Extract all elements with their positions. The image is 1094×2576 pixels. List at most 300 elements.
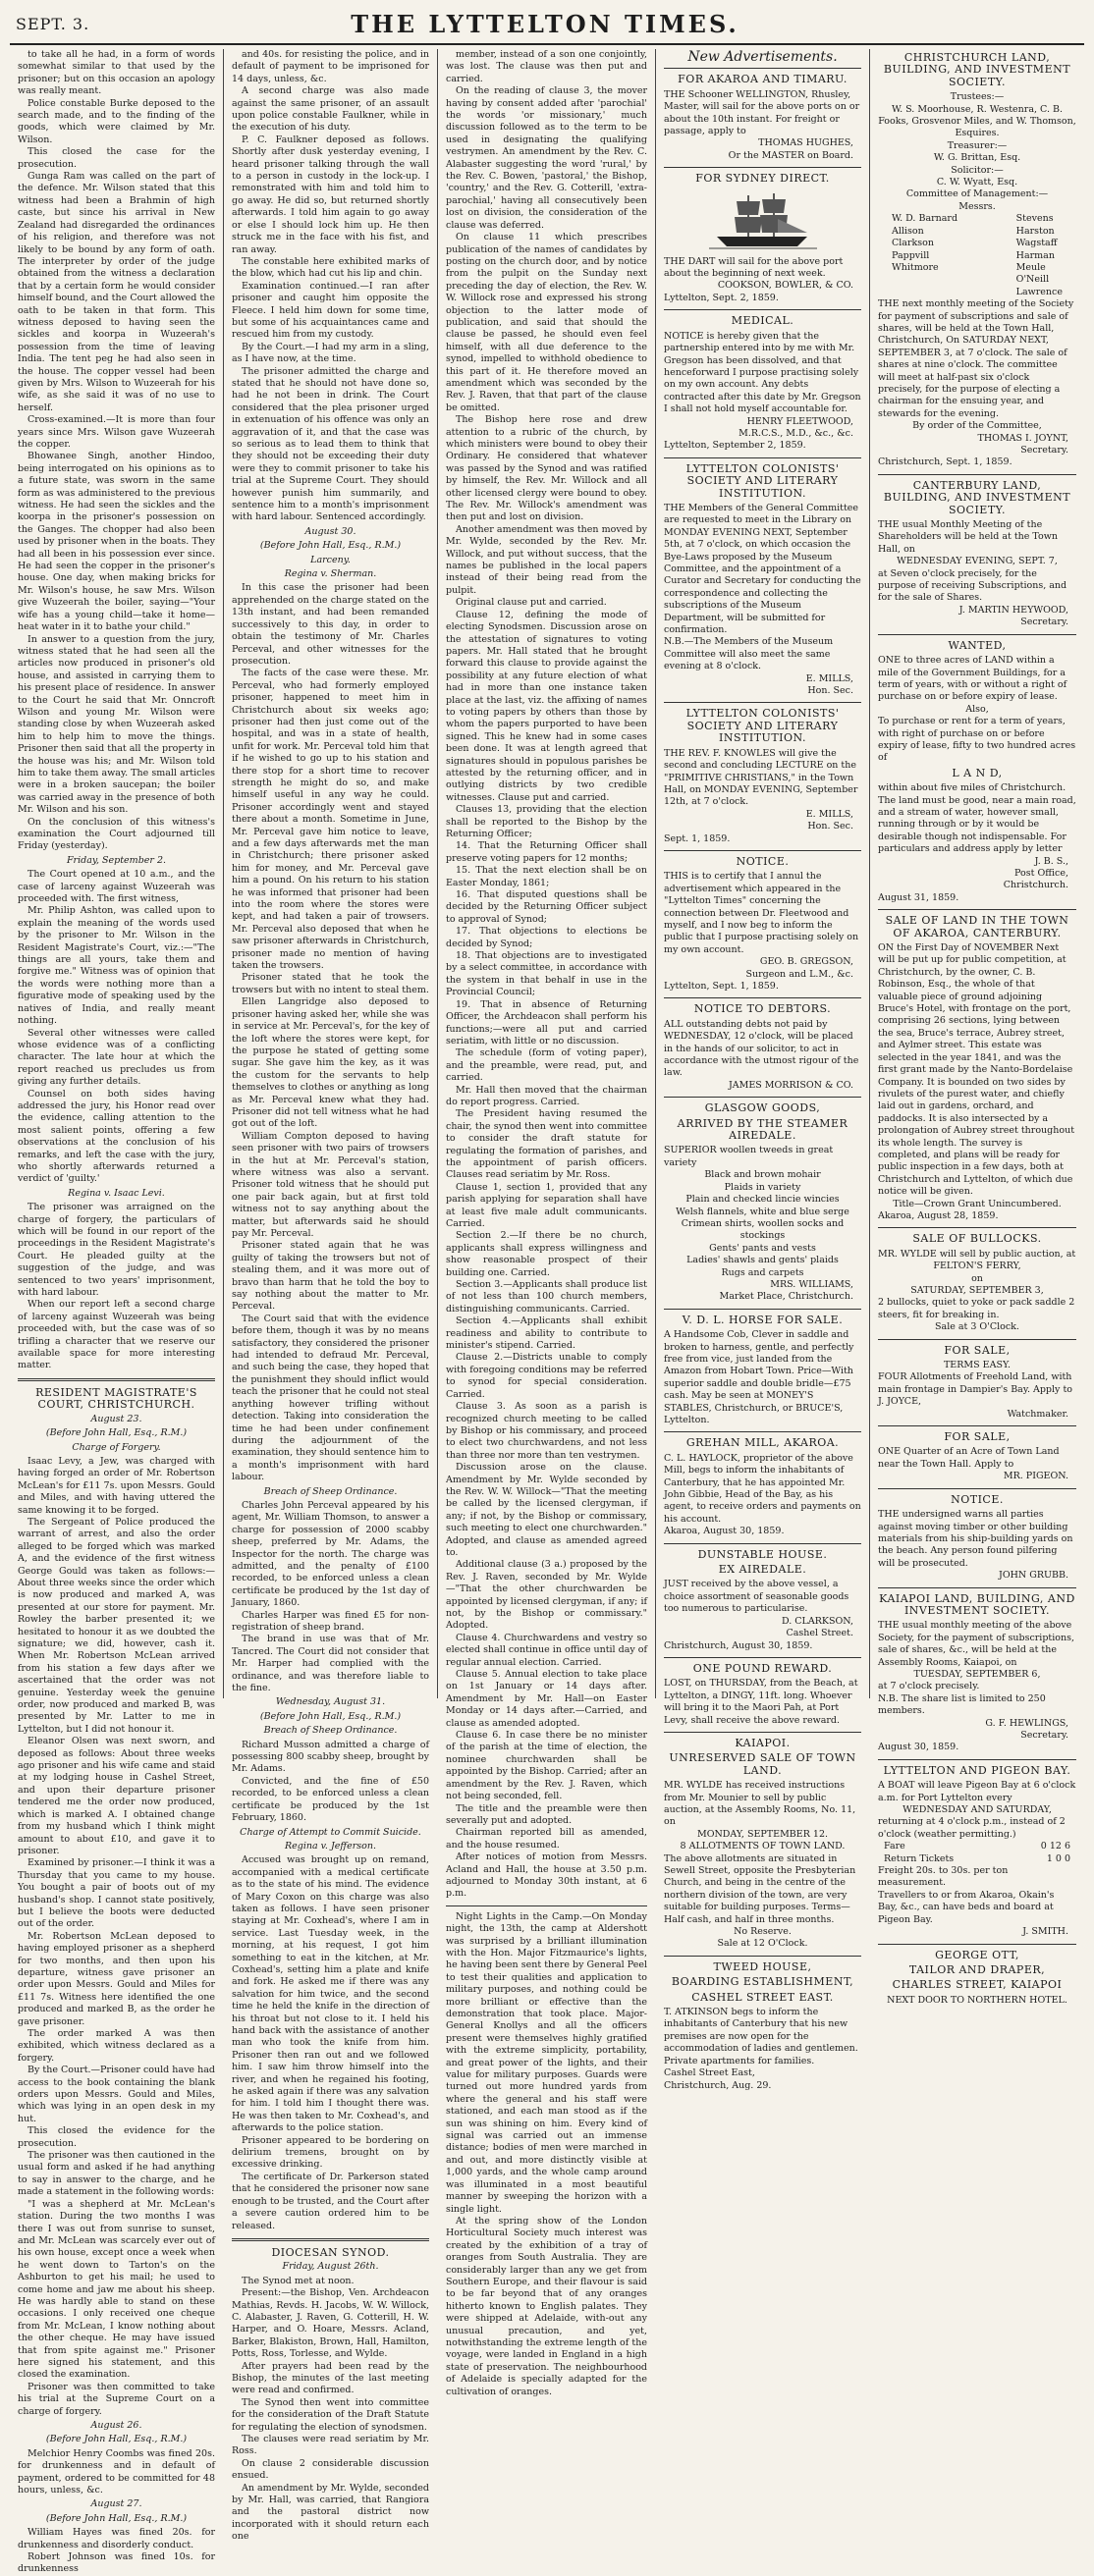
rm-court-before: (Before John Hall, Esq., R.M.) xyxy=(45,1427,188,1439)
return-value: 1 0 0 xyxy=(1046,1852,1070,1864)
col2-body-2 xyxy=(232,582,429,1483)
paragraph: The prisoner was arraigned on the charge of forgery, the particulars of which will be found in our report of the proceedings in the Resident Magistrate's Court. He pleaded guilty at the suggestion of the judge, and was sentenced to two years' imprisonment, with hard labour. xyxy=(18,1202,215,1299)
list-item: Allison xyxy=(892,225,924,237)
messrs-label: Messrs. xyxy=(958,200,996,212)
list-item: Black and brown mohair xyxy=(704,1169,821,1181)
ad-sale-land-akaroa xyxy=(878,915,1076,1222)
ad-signature: J. B. S., xyxy=(1034,855,1068,867)
paragraph: On clause 2 considerable discussion ensued. xyxy=(232,2457,429,2482)
ad-date: Christchurch, Sept. 1, 1859. xyxy=(878,456,1012,468)
ad-signature: Hon. Sec. xyxy=(807,685,853,697)
ad-title: NOTICE TO DEBTORS. xyxy=(693,1002,832,1016)
ad-body: 2 bullocks, quiet to yoke or pack saddle 2 steers, fit for breaking in. xyxy=(878,1297,1075,1320)
ad-subtitle: UNRESERVED SALE OF TOWN LAND. xyxy=(669,1751,856,1777)
ad-date: TUESDAY, SEPTEMBER 6, xyxy=(913,1668,1041,1680)
paragraph: and 40s. for resisting the police, and in default of payment to be imprisoned for 14 days, unless, &c. xyxy=(232,49,429,84)
issue-date: SEPT. 3. xyxy=(16,14,90,33)
list-item: Gents' pants and vests xyxy=(709,1242,816,1254)
ad-signature: Or the MASTER on Board. xyxy=(728,149,853,161)
section-divider xyxy=(232,2238,429,2241)
column-1 xyxy=(10,49,224,2575)
ad-note: Title—Crown Grant Unincumbered. xyxy=(893,1198,1062,1209)
ad-signature: D. CLARKSON, xyxy=(781,1615,853,1627)
court-report-body-2 xyxy=(18,869,215,1186)
paragraph: Isaac Levy, a Jew, was charged with having forged an order of Mr. Robertson McLean's for £11 7s. upon Messrs. Gould and Miles, and with having uttered the same knowing it to be forged. xyxy=(18,1455,215,1516)
ad-body: NOTICE is hereby given that the partnership entered into by me with Mr. Gregson has been dissolved, and that henceforward I purpose practising solely on my own account. Any debts contracted after this date by Mr. Gregson I shall not hold myself accountable for. xyxy=(664,330,861,415)
ad-signature: THOMAS I. JOYNT, xyxy=(977,432,1068,444)
paragraph: By the Court.—I had my arm in a sling, as I have now, at the time. xyxy=(232,341,429,365)
attempt-heading: Charge of Attempt to Commit Suicide. xyxy=(240,1826,421,1838)
regina-sherman-heading: Regina v. Sherman. xyxy=(284,568,377,580)
ad-date: Christchurch, Aug. 29. xyxy=(664,2079,772,2091)
ad-note: TERMS EASY. xyxy=(943,1360,1012,1371)
ad-note: By order of the Committee, xyxy=(912,420,1042,432)
aug30-heading: August 30. xyxy=(304,525,356,537)
ad-signature: MR. PIGEON. xyxy=(1003,1471,1068,1482)
ad-horse-for-sale xyxy=(664,1315,861,1427)
paragraph: The title and the preamble were then severally put and adopted. xyxy=(446,1802,647,1826)
rm-court-body xyxy=(18,1456,215,2418)
paragraph: Eleanor Olsen was next sworn, and deposed as follows: About three weeks ago prisoner and his wife came and staid at my lodging house in Cashel Street, and upon their departure prisoner tendered me the order now produced, which is marked A. I obtained change from my husband which I think might amount to about £10, and gave it to prisoner. xyxy=(18,1736,215,1856)
newspaper-page xyxy=(10,4,1084,2575)
ad-colonists-society-2 xyxy=(664,708,861,844)
ad-for-sale-dampiers-bay xyxy=(878,1345,1076,1421)
list-item: Harman xyxy=(1015,249,1055,261)
ad-signature: Watchmaker. xyxy=(1007,1408,1068,1420)
ad-title: FOR SYDNEY DIRECT. xyxy=(695,172,830,186)
list-item: Pappvill xyxy=(892,249,930,261)
paragraph: Richard Musson admitted a charge of possessing 800 scabby sheep, brought by Mr. Adams. xyxy=(232,1739,429,1775)
ad-note: at 7 o'clock precisely. xyxy=(878,1681,980,1692)
ad-body: returning at 4 o'clock p.m., instead of 2 o'clock (weather permitting.) xyxy=(878,1816,1066,1840)
paragraph: 17. That objections to elections be decided by Synod; xyxy=(446,926,647,949)
paragraph: 19. That in absence of Returning Officer, the Archdeacon shall perform his functions;—were all put and carried seriatim, with little or no discussion. xyxy=(446,998,647,1046)
ad-date: Lyttelton, Sept. 1, 1859. xyxy=(664,981,779,992)
paragraph: The clauses were read seriatim by Mr. Ross. xyxy=(232,2434,429,2457)
ad-signature: Cashel Street. xyxy=(786,1628,853,1639)
ad-note: N.B. The share list is limited to 250 members. xyxy=(878,1692,1046,1717)
ad-title: NOTICE. xyxy=(736,854,790,868)
paragraph: The prisoner was then cautioned in the usual form and asked if he had anything to say in answer to the charge, and he made a statement in the following words: xyxy=(18,2150,215,2198)
paragraph: The President having resumed the chair, the synod then went into committee to consider the draft statute for regulating the formation of parishes, and the appointment of parish officers. Clauses read seriatim by Mr. Ross. xyxy=(446,1108,647,1181)
list-item: Lawrence xyxy=(1015,286,1063,297)
oranges-article: At the spring show of the London Horticultural Society much interest was created by the exhibition of a tray of oranges from South Australia. They are considerably larger than any we get from Southern Europe, and their flavour is said to be far beyond that of any oranges hitherto known to English palates. They were shipped at Adelaide, with-out any unusual precaution, and yet, notwithstanding the extreme length of the voyage, were landed in England in a high state of preservation. The neighbourhood of Adelaide is specially adapted for the cultivation of oranges. xyxy=(446,2215,647,2397)
paragraph: William Compton deposed to having seen prisoner with two pairs of trowsers in the hut at Mr. Perceval's station, where witness was also a servant. Prisoner told witness that he should put one pair back again, but at first told witness not to say anything about the matter, but afterwards said he should pay Mr. Perceval. xyxy=(232,1130,429,1239)
trustees-list: W. S. Moorhouse, R. Westenra, C. B. Fooks, Grosvenor Miles, and W. Thomson, Esquires. xyxy=(878,103,1076,139)
list-item: Plaids in variety xyxy=(724,1181,801,1193)
ad-george-ott xyxy=(878,1950,1076,2008)
ad-title: CANTERBURY LAND, BUILDING, AND INVESTMENT SOCIETY. xyxy=(883,478,1071,516)
ad-body: JUST received by the above vessel, a choice assortment of seasonable goods too numerous to particularise. xyxy=(664,1579,849,1615)
paragraph: Ellen Langridge also deposed to prisoner having asked her, while she was in service at Mr. Perceval's, for the key of the loft where the stores were kept, for the purpose he stated of getting some sugar. She gave him the key, as it was the custom for the servants to help themselves to clothes or anything as long as Mr. Perceval knew what they had. Prisoner did not tell witness what he had got out of the loft. xyxy=(232,996,429,1130)
paragraph: Charles Harper was fined £5 for non-registration of sheep brand. xyxy=(232,1609,429,1633)
solicitor-name: C. W. Wyatt, Esq. xyxy=(936,177,1018,188)
ad-signature: Surgeon and L.M., &c. xyxy=(745,968,853,980)
fare-value: 0 12 6 xyxy=(1040,1841,1070,1852)
treasurer-heading: Treasurer:— xyxy=(947,139,1008,151)
ad-signature: GEO. B. GREGSON, xyxy=(759,956,853,968)
ad-body: A BOAT will leave Pigeon Bay at 6 o'clock a.m. for Port Lyttelton every xyxy=(878,1780,1076,1803)
newspaper-title: THE LYTTELTON TIMES. xyxy=(351,9,739,38)
col1-tail: Robert Johnson was fined 10s. for drunkenness xyxy=(18,2551,215,2575)
ad-signature: Cashel Street East, xyxy=(664,2067,755,2079)
regina-jefferson-heading: Regina v. Jefferson. xyxy=(284,1840,377,1852)
paragraph: Additional clause (3 a.) proposed by the Rev. J. Raven, seconded by Mr. Wylde—"That the other churchwarden be appointed by licensed clergyman, if any; if not, by the Bishop or commissary." Adopted. xyxy=(446,1559,647,1632)
aug27-heading: August 27. xyxy=(90,2498,142,2510)
ad-title: MEDICAL. xyxy=(731,314,794,328)
ad-date: WEDNESDAY AND SATURDAY, xyxy=(903,1804,1052,1816)
ad-note: Travellers to or from Akaroa, Okain's Bay, &c., can have beds and board at Pigeon Bay. xyxy=(878,1889,1055,1925)
new-advertisements-header: New Advertisements. xyxy=(687,49,838,65)
ad-note: Sale at 12 O'Clock. xyxy=(717,1938,808,1950)
list-item: Harston xyxy=(1015,225,1055,237)
paragraph: Another amendment was then moved by Mr. Wylde, seconded by the Rev. Mr. Willock, and put without success, that the names be published in the local papers instead of their being read from the pulpit. xyxy=(446,523,647,596)
committee-members xyxy=(878,213,1076,298)
ad-title: GEORGE OTT, xyxy=(935,1948,1019,1961)
paragraph: On the conclusion of this witness's examination the Court adjourned till Friday (yesterday). xyxy=(18,816,215,852)
ad-body: THE REV. F. KNOWLES will give the second and concluding LECTURE on the "PRIMITIVE CHRISTIANS," in the Town Hall, on MONDAY EVENING, September 12th, at 7 o'clock. xyxy=(664,747,858,808)
ad-title: SALE OF BULLOCKS. xyxy=(912,1232,1042,1246)
paragraph: 18. That objections are to investigated by a select committee, in accordance with the system in that behalf in use in the Provincial Council; xyxy=(446,950,647,998)
paragraph: "I was a shepherd at Mr. McLean's station. During the two months I was there I was out from sunrise to sunset, and Mr. McLean was scarcely ever out of his own house, except once a week when he went down to Tarton's on the Ashburton to get his mail; he used to come home and jaw me about his sheep. He was hardly able to stand on these occasions. I only received one cheque from Mr. McLean, I know nothing about the other cheque. He may have issued that from spite against me." Prisoner here signed his statement, and this closed the examination. xyxy=(18,2198,215,2381)
ad-place: FELTON'S FERRY, xyxy=(933,1261,1021,1272)
paragraph: Prisoner appeared to be bordering on delirium tremens, brought on by excessive drinking. xyxy=(232,2134,429,2171)
paragraph: The certificate of Dr. Parkerson stated that he considered the prisoner now sane enough to be trusted, and the Court after a severe caution ordered him to be released. xyxy=(232,2171,429,2231)
divider xyxy=(446,1905,647,1906)
ad-notice-debtors xyxy=(664,1003,861,1092)
paragraph: 14. That the Returning Officer shall preserve voting papers for 12 months; xyxy=(446,840,647,864)
paragraph: On the reading of clause 3, the mover having by consent added after 'parochial' the words 'or missionary,' much discussion followed as to the term to be used in designating the qualifying vestrymen. An amendment by the Rev. C. Alabaster suggesting the word 'rural,' by the Rev. C. Bowen, 'pastoral,' the Bishop, 'country,' and the Rev. G. Cotterill, 'extra-parochial,' having all consecutively been lost on division, the consideration of the clause was deferred. xyxy=(446,85,647,231)
ad-sydney xyxy=(664,173,861,304)
larceny-heading: Larceny. xyxy=(310,554,351,565)
paragraph: Section 4.—Applicants shall exhibit readiness and ability to contribute to minister's stipend. Carried. xyxy=(446,1315,647,1352)
paragraph: Prisoner stated that he took the trowsers but with no intent to steal them. xyxy=(232,972,429,995)
ad-signature: M.R.C.S., M.D., &c., &c. xyxy=(738,427,853,439)
column-5 xyxy=(870,49,1084,2006)
column-4 xyxy=(656,49,870,2091)
ad-kaiapoi-town-land xyxy=(664,1738,861,1951)
paragraph: P. C. Faulkner deposed as follows. Shortly after dusk yesterday evening, I heard prisoner talking through the wall to a person in custody in the lock-up. I remonstrated with him and told him to go away. He did so, but returned shortly afterwards. I told him again to go away or else I should lock him up. He then struck me in the face with his fist, and ran away. xyxy=(232,134,429,255)
ad-akaroa-timaru xyxy=(664,74,861,162)
paragraph: Clause 12, defining the mode of electing Synodsmen. Discussion arose on the attestation of signatures to voting papers. Mr. Hall stated that he brought forward this clause to provide against the possibility at any future election of what had in more than one instance taken place at the last, viz. the affixing of names to voting papers by others than those by whom the papers purported to have been signed. This he knew had in some cases been done. It was at length agreed that signatures should in populous parishes be attested by the returning officer, and in outlying districts by two credible witnesses. Clause put and carried. xyxy=(446,609,647,803)
ad-body: To purchase or rent for a term of years, with right of purchase on or before expiry of lease, fifty to two hundred acres of xyxy=(878,716,1076,764)
ad-title: NOTICE. xyxy=(951,1492,1004,1506)
ad-body: MR. WYLDE has received instructions from Mr. Mounier to sell by public auction, at the Assembly Rooms, No. 11, on xyxy=(664,1780,856,1828)
ad-signature: J. MARTIN HEYWOOD, xyxy=(958,604,1068,616)
ad-body: within about five miles of Christchurch. The land must be good, near a main road, and a stream of water, however small, running through or by it would be desirable though not indispensable. For particulars and address apply by letter xyxy=(878,782,1076,855)
ad-note: Sale at 3 O'Clock. xyxy=(935,1321,1019,1333)
ad-signature: Secretary. xyxy=(1020,1730,1068,1741)
aug31-heading: Wednesday, August 31. xyxy=(275,1696,386,1708)
ad-body: FOUR Allotments of Freehold Land, with main frontage in Dampier's Bay. Apply to J. JOYCE, xyxy=(878,1371,1072,1408)
ad-signature: Hon. Sec. xyxy=(807,821,853,832)
ad-body: THIS is to certify that I annul the advertisement which appeared in the "Lyttelton Times" concerning the connection between Dr. Fleetwood and myself, and I now beg to inform the public that I purpose practising solely on my own account. xyxy=(664,871,859,955)
paragraph: Prisoner was then committed to take his trial at the Supreme Court on a charge of forgery. xyxy=(18,2381,215,2417)
ad-title: LYTTELTON COLONISTS' SOCIETY AND LITERARY INSTITUTION. xyxy=(685,461,840,500)
synod-title: DIOCESAN SYNOD. xyxy=(271,2245,390,2259)
paragraph: Section 2.—If there be no church, applicants shall express willingness and show reasonable prospect of their building one. Carried. xyxy=(446,1230,647,1278)
aug27-text: William Hayes was fined 20s. for drunkenness and disorderly conduct. xyxy=(18,2527,215,2550)
ad-note: N.B.—The Members of the Museum Committee will also meet the same evening at 8 o'clock. xyxy=(664,636,834,672)
treasurer-name: W. G. Brittan, Esq. xyxy=(933,152,1021,164)
list-item: Whitmore xyxy=(892,261,939,273)
list-item: Plain and checked lincie wincies xyxy=(685,1194,840,1206)
ad-title: GLASGOW GOODS, xyxy=(704,1101,821,1115)
ad-title: TWEED HOUSE, xyxy=(713,1959,812,1973)
ad-body: THE undersigned warns all parties against moving timber or other building materials from his ship-building yards on the beach. Any person found pilfering will be prosecuted. xyxy=(878,1509,1073,1569)
list-item: Crimean shirts, woollen socks and stockings xyxy=(681,1217,845,1242)
ad-title: KAIAPOI LAND, BUILDING, AND INVESTMENT SOCIETY. xyxy=(879,1591,1075,1617)
aug26-text: Melchior Henry Coombs was fined 20s. for drunkenness and in default of payment, ordered to be committed for 48 hours, unless, &c. xyxy=(18,2447,215,2496)
ad-title: FOR SALE, xyxy=(944,1430,1011,1444)
ad-body: MR. WYLDE will sell by public auction, at xyxy=(878,1248,1076,1260)
col2-body-4 xyxy=(232,1740,429,1825)
paragraph: The order marked A was then exhibited, which witness declared as a forgery. xyxy=(18,2028,215,2064)
paragraph: Bhowanee Singh, another Hindoo, being interrogated on his opinions as to a future state, was sworn in the same form as was administered to the previous witness. He had seen the sickles and the koorpa in the prisoner's possession on the Ganges. The chopper had also been used by prisoner when in the boats. They had all been in his possession ever since. He had seen the copper in the prisoner's house. One day, when making bricks for Mr. Wilson's house, he saw Mrs. Wilson give Wuzeerah the boiler, saying—"Your wife has a young child—take it home—heat water in it to bathe your child." xyxy=(18,451,215,633)
ad-signature: Christchurch. xyxy=(1003,880,1068,891)
ad-body: at Seven o'clock precisely, for the purpose of receiving Subscriptions, and for the sale of Shares. xyxy=(878,567,1067,604)
ad-title: CHRISTCHURCH LAND, BUILDING, AND INVESTMENT SOCIETY. xyxy=(883,51,1071,88)
list-item: W. D. Barnard xyxy=(892,213,958,225)
paragraph: Original clause put and carried. xyxy=(456,597,607,609)
ad-date: WEDNESDAY EVENING, SEPT. 7, xyxy=(897,556,1058,567)
return-label: Return Tickets xyxy=(884,1852,955,1864)
rm-court-title: RESIDENT MAGISTRATE'S COURT, CHRISTCHURCH. xyxy=(35,1385,197,1412)
ad-signature: E. MILLS, xyxy=(805,672,853,684)
ad-title: SALE OF LAND IN THE TOWN OF AKAROA, CANTERBURY. xyxy=(885,914,1069,939)
rm-court-date: August 23. xyxy=(90,1413,142,1424)
ad-christchurch-building-society xyxy=(878,52,1076,469)
ad-date: SATURDAY, SEPTEMBER 3, xyxy=(910,1285,1044,1296)
list-item: Ladies' shawls and gents' plaids xyxy=(686,1255,839,1266)
breach-heading: Breach of Sheep Ordinance. xyxy=(263,1485,398,1497)
col2-body xyxy=(232,49,429,524)
paragraph: The brand in use was that of Mr. Tancred. The Court did not consider that Mr. Harper had complied with the ordinance, and was therefore liable to the fine. xyxy=(232,1634,429,1694)
breach2-heading: Breach of Sheep Ordinance. xyxy=(263,1725,398,1737)
ad-address: CHARLES STREET, KAIAPOI xyxy=(892,1978,1063,1992)
ad-date: Lyttelton, September 2, 1859. xyxy=(664,440,806,452)
ad-glasgow-goods xyxy=(664,1102,861,1304)
list-item: Wagstaff xyxy=(1015,238,1058,249)
paragraph: The Synod met at noon. xyxy=(242,2275,355,2286)
ad-subtitle: ARRIVED BY THE STEAMER AIREDALE. xyxy=(677,1116,848,1143)
ad-date: Lyttelton, Sept. 2, 1859. xyxy=(664,292,779,303)
paragraph: 15. That the next election shall be on Easter Monday, 1861; xyxy=(446,865,647,888)
paragraph: In this case the prisoner had been apprehended on the charge stated on the 13th instant, and had been remanded successively to this day, in order to obtain the testimony of Mr. Charles Perceval, and other witnesses for the prosecution. xyxy=(232,582,429,667)
fare-label: Fare xyxy=(884,1841,905,1852)
solicitor-heading: Solicitor:— xyxy=(951,164,1004,176)
paragraph: The Bishop here rose and drew attention to a rubric of the church, by which ministers were bound to obey their Ordinary. He considered that whatever was passed by the Synod and was ratified by himself, the Rev. Mr. Willock and all other licensed clergy were bound to obey. The Rev. Mr. Willock's amendment was then put and lost on division. xyxy=(446,414,647,523)
ad-title: FOR AKAROA AND TIMARU. xyxy=(678,73,848,86)
aug31-before: (Before John Hall, Esq., R.M.) xyxy=(259,1710,402,1722)
ad-one-pound-reward xyxy=(664,1663,861,1727)
ad-title: GREHAN MILL, AKAROA. xyxy=(685,1436,840,1450)
ad-body: The above allotments are situated in Sewell Street, opposite the Presbyterian Church, and being in the centre of the northern division of the town, are very suitable for building purposes. Terms—Half cash, and half in three months. xyxy=(664,1852,856,1925)
ad-title: LYTTELTON AND PIGEON BAY. xyxy=(883,1763,1071,1777)
ad-subtitle: L A N D, xyxy=(952,766,1003,779)
ship-icon xyxy=(664,189,861,252)
ad-title: DUNSTABLE HOUSE. xyxy=(697,1547,828,1561)
paragraph: The Synod then went into committee for the consideration of the Draft Statute for regulating the election of synodsmen. xyxy=(232,2396,429,2433)
paragraph: Examination continued.—I ran after prisoner and caught him opposite the Fleece. I held him down for some time, but some of his acquaintances came and rescued him from my custody. xyxy=(232,280,429,341)
paragraph: Mr. Robertson McLean deposed to having employed prisoner as a shepherd for two months, and then upon his departure, witness gave prisoner an order upon Messrs. Gould and Miles for £11 7s. Witness here identified the one produced and marked B, as the order he gave prisoner. xyxy=(18,1930,215,2027)
ad-title: WANTED, xyxy=(948,638,1007,652)
ad-title: LYTTELTON COLONISTS' SOCIETY AND LITERARY INSTITUTION. xyxy=(685,707,840,745)
ad-body: SUPERIOR woollen tweeds in great variety xyxy=(664,1145,834,1168)
ad-signature: Secretary. xyxy=(1020,445,1068,456)
ad-signature: COOKSON, BOWLER, & CO. xyxy=(717,280,853,292)
committee-right xyxy=(1016,213,1063,298)
paragraph: Prisoner stated again that he was guilty of taking the trowsers but not of stealing them, and it was more out of bravo than harm that he told the boy to say nothing about the matter to Mr. Perceval. xyxy=(232,1240,429,1313)
paragraph: Present:—the Bishop, Ven. Archdeacon Mathias, Revds. H. Jacobs, W. W. Willock, C. Alabaster, J. Raven, G. Cotterill, H. W. Harper, and O. Hoare, Messrs. Acland, Barker, Blakiston, Brown, Hall, Hamilton, Potts, Ross, Torlesse, and Wylde. xyxy=(232,2287,429,2360)
ad-signature: JOHN GRUBB. xyxy=(999,1570,1068,1582)
ad-signature: JAMES MORRISON & CO. xyxy=(728,1079,853,1091)
aug30-before: (Before John Hall, Esq., R.M.) xyxy=(259,540,402,552)
section-divider xyxy=(18,1378,215,1381)
paragraph: The schedule (form of voting paper), and the preamble, were read, put, and carried. xyxy=(446,1047,647,1084)
paragraph: A second charge was also made against the same prisoner, of an assault upon police constable Faulkner, while in the execution of his duty. xyxy=(232,85,429,134)
ad-subtitle: EX AIREDALE. xyxy=(718,1563,807,1577)
ad-date: Akaroa, August 30, 1859. xyxy=(664,1526,785,1537)
ad-signature: HENRY FLEETWOOD, xyxy=(746,415,853,427)
list-item: Meule xyxy=(1015,261,1046,273)
ad-canterbury-building-society xyxy=(878,480,1076,629)
paragraph: to take all he had, in a form of words somewhat similar to that used by the prisoner; but on this occasion an apology was really meant. xyxy=(18,49,215,97)
aug27-before: (Before John Hall, Esq., R.M.) xyxy=(45,2512,188,2524)
paragraph: This closed the case for the prosecution. xyxy=(18,146,215,170)
paragraph: Police constable Burke deposed to the search made, and to the finding of the goods, which were claimed by Mr. Wilson. xyxy=(18,97,215,145)
regina-levi-heading: Regina v. Isaac Levi. xyxy=(68,1187,165,1199)
rm-charge-heading: Charge of Forgery. xyxy=(72,1441,161,1453)
ad-note: Freight 20s. to 30s. per ton measurement. xyxy=(878,1865,1009,1889)
paragraph: The constable here exhibited marks of the blow, which had cut his lip and chin. xyxy=(232,255,429,280)
ad-title: ONE POUND REWARD. xyxy=(692,1661,833,1675)
paragraph: Clauses 13, providing that the election shall be reported to the Bishop by the Returning Officer; xyxy=(446,804,647,839)
paragraph: Chairman reported bill as amended, and the house resumed. xyxy=(446,1827,647,1851)
ad-for-sale-town-land xyxy=(878,1431,1076,1483)
paragraph: Mr. Hall then moved that the chairman do report progress. Carried. xyxy=(446,1084,647,1107)
fare-row xyxy=(878,1841,1076,1852)
ad-body: LOST, on THURSDAY, from the Beach, at Lyttelton, a DINGY, 11ft. long. Whoever will bring it to the Maori Pah, at Port Levy, shall receive the above reward. xyxy=(664,1678,858,1726)
paragraph: Charles John Perceval appeared by his agent, Mr. William Thomson, to answer a charge for possession of 2000 scabby sheep, preferred by Mr. Adams, the Inspector for the north. The charge was admitted, and the penalty of £100 recorded, to be enforced unless a clean certificate be produced by the 1st day of January, 1860. xyxy=(232,1499,429,1609)
paragraph: By the Court.—Prisoner could have had access to the book containing the blank orders upon Messrs. Gould and Miles, which was lying in an open desk in my hut. xyxy=(18,2065,215,2124)
ad-note: NEXT DOOR TO NORTHERN HOTEL. xyxy=(887,1994,1067,2006)
ad-title: V. D. L. HORSE FOR SALE. xyxy=(682,1313,844,1326)
paragraph: The Court opened at 10 a.m., and the case of larceny against Wuzeerah was proceeded with. The first witness, xyxy=(18,869,215,905)
paragraph: member, instead of a son one conjointly, was lost. The clause was then put and carried. xyxy=(446,49,647,84)
ad-body: THE Members of the General Committee are requested to meet in the Library on MONDAY EVENING NEXT, September 5th, at 7 o'clock, on which occasion the Bye-Laws proposed by the Museum Committee, and the appointment of a Curator and Secretary for conducting the correspondence and collecting the subscriptions of the Museum Department, will be submitted for confirmation. xyxy=(664,502,861,636)
ad-subtitle: CASHEL STREET EAST. xyxy=(691,1990,834,2004)
paragraph: Counsel on both sides having addressed the jury, his Honor read over the evidence, calling attention to the most salient points, offering a few observations at the conclusion of his remarks, and left the case with the jury, who shortly afterwards returned a verdict of 'guilty.' xyxy=(18,1088,215,1185)
ad-signature: E. MILLS, xyxy=(805,808,853,820)
paragraph: After prayers had been read by the Bishop, the minutes of the last meeting were read and confirmed. xyxy=(232,2360,429,2396)
ad-body: THE usual Monthly Meeting of the Shareholders will be held at the Town Hall, on xyxy=(878,519,1058,555)
ad-pigeon-bay-boat xyxy=(878,1765,1076,1939)
ad-notice-grubb xyxy=(878,1494,1076,1583)
ad-body: A Handsome Cob, Clever in saddle and broken to harness, gentle, and perfectly free from vice, just landed from the Amazon from Hobart Town. Price—With superior saddle and double bridle—£75 cash. May be seen at MONEY'S STABLES, Christchurch, or BRUCE'S, Lyttelton. xyxy=(664,1329,854,1425)
column-3 xyxy=(438,49,656,2397)
paragraph: Clause 6. In case there be no minister of the parish at the time of election, the nominee churchwarden shall be appointed by the Bishop. Carried; after an amendment by the Rev. J. Raven, which not being seconded, fell. xyxy=(446,1730,647,1802)
ad-subtitle: BOARDING ESTABLISHMENT, xyxy=(671,1975,854,1989)
paragraph: Clause 4. Churchwardens and vestry so elected shall continue in office until day of regular annual election. Carried. xyxy=(446,1632,647,1668)
paragraph: Section 3.—Applicants shall produce list of not less than 100 church members, distinguishing communicants. Carried. xyxy=(446,1279,647,1315)
court-report-body-3 xyxy=(18,1202,215,1372)
list-item: Welsh flannels, white and blue serge xyxy=(676,1206,849,1217)
ad-signature: Post Office, xyxy=(1014,868,1068,879)
ad-body: ONE Quarter of an Acre of Town Land near the Town Hall. Apply to xyxy=(878,1446,1060,1470)
ad-body: ON the First Day of NOVEMBER Next will be put up for public competition, at Christchurch, by the owner, C. B. Robinson, Esq., the whole of that valuable piece of ground adjoining Bruce's Hotel, with frontage on the port, comprising 26 sections, lying between the sea, Bruce's terrace, Aubrey street, and Aylmer street. This estate was selected in the year 1841, and was the first grant made by the Nanto-Bordelaise Company. It is bounded on two sides by rivulets of the purest water, and chiefly laid out in gardens, orchard, and paddocks. It is also intersected by a prolongation of Aubrey street throughout its whole length. The survey is completed, and plans will be ready for public inspection in a few days, both at Christchurch and Lyttelton, of which due notice will be given. xyxy=(878,942,1075,1198)
ad-wanted-land xyxy=(878,640,1076,905)
ad-body: THE next monthly meeting of the Society for payment of subscriptions and sale of shares, will be held at the Town Hall, Christchurch, On SATURDAY NEXT, SEPTEMBER 3, at 7 o'clock. The sale of shares at nine o'clock. The committee will meet at half-past six o'clock precisely, for the purpose of electing a chairman for the ensuing year, and stewards for the evening. xyxy=(878,298,1074,419)
ad-date: MONDAY, SEPTEMBER 12. xyxy=(696,1828,829,1840)
ad-signature: Secretary. xyxy=(1020,617,1068,628)
paragraph: 16. That disputed questions shall be decided by the Returning Officer subject to approval of Synod; xyxy=(446,889,647,925)
paragraph: This closed the evidence for the prosecution. xyxy=(18,2125,215,2149)
paragraph: The facts of the case were these. Mr. Perceval, who had formerly employed prisoner, happened to meet him in Christchurch about six weeks ago; prisoner had then just come out of the hospital, and was in a state of health, unfit for work. Mr. Perceval told him that if he wished to go up to his station and there stop for a short time to recover strength he might do so, and make himself useful in any way he could. Prisoner accordingly went and stayed there about a month. Sometime in June, Mr. Perceval gave him notice to leave, and a few days afterwards met the man in Christchurch; there prisoner asked him for money, and Mr. Perceval gave him a pound. On his return to his station he was informed that prisoner had been into the room where the stores were kept, and had taken a pair of trowsers. Mr. Perceval also deposed that when he saw prisoner afterwards in Christchurch, prisoner made no mention of having taken the trowsers. xyxy=(232,668,429,972)
paragraph: After notices of motion from Messrs. Acland and Hall, the house at 3.50 p.m. adjourned to Monday 30th instant, at 6 p.m. xyxy=(446,1852,647,1900)
ad-signature: MRS. WILLIAMS, xyxy=(770,1278,853,1290)
paragraph: Clause 3. As soon as a parish is recognized church meeting to be called by Bishop or his commissary, and proceed to elect two churchwardens, and not less than three nor more than ten vestrymen. xyxy=(446,1401,647,1461)
paragraph: An amendment by Mr. Wylde, seconded by Mr. Hall, was carried, that Rangiora and the pastoral district now incorporated with it should return each one xyxy=(232,2482,429,2543)
list-item: Clarkson xyxy=(892,238,934,249)
court-report-body xyxy=(18,49,215,853)
committee-heading: Committee of Management:— xyxy=(905,188,1049,200)
ad-date: Christchurch, August 30, 1859. xyxy=(664,1639,813,1651)
list-item: Rugs and carpets xyxy=(721,1266,804,1278)
goods-list xyxy=(664,1169,861,1279)
synod-continued xyxy=(446,49,647,1901)
paragraph: The Sergeant of Police produced the warrant of arrest, and also the order alleged to be forged which was marked A, and the evidence of the first witness George Gould was taken as follows:—About three weeks since the order which is now produced and marked A, was presented at our store for payment. Mr. Rowley the barber presented it; we hesitated to honour it as we doubted the signature; we did, however, cash it. When Mr. Robertson McLean arrived from his station a few days after we ascertained that the order was not genuine. Yesterday week the genuine order, now produced and marked B, was presented by Mr. Latter to me in Lyttelton, but I did not honour it. xyxy=(18,1516,215,1735)
ad-body: ONE to three acres of LAND within a mile of the Government Buildings, for a term of years, with or without a right of purchase on or before expiry of lease. xyxy=(878,655,1067,703)
trustees-heading: Trustees:— xyxy=(950,91,1005,103)
paragraph: The prisoner admitted the charge and stated that he should not have done so, had he not been in drink. The Court considered that the plea prisoner urged in extenuation of his offence was only an aggravation of it, and that the case was so serious as to lead them to think that they should not be exceeding their duty were they to commit prisoner to take his trial at the Supreme Court. They should however punish him summarily, and sentence him to a month's imprisonment with hard labour. Sentenced accordingly. xyxy=(232,365,429,523)
ad-signature: Market Place, Christchurch. xyxy=(719,1291,853,1303)
paragraph: Clause 1, section 1, provided that any parish applying for separation shall have at least five male adult communicants. Carried. xyxy=(446,1181,647,1229)
masthead xyxy=(10,4,1084,45)
paragraph: On clause 11 which prescribes publication of the names of candidates by posting on the church door, and by notice from the pulpit on the Sunday next preceding the day of election, the Rev. W. W. Willock rose and expressed his strong objection to the latter mode of publication, and said that should the clause be passed, he should even feel himself, with all due deference to the synod, impelled to withhold obedience to this part of it. He therefore moved an amendment which was seconded by the Rev. J. Raven, that that part of the clause be omitted. xyxy=(446,232,647,413)
ad-grehan-mill xyxy=(664,1437,861,1537)
ad-tweed-house xyxy=(664,1961,861,2092)
ad-signature: G. F. HEWLINGS, xyxy=(985,1717,1068,1729)
ad-note: No Reserve. xyxy=(734,1926,792,1938)
ad-body: C. L. HAYLOCK, proprietor of the above Mill, begs to inform the inhabitants of Canterbury, that he has appointed Mr. John Gibbie, Head of the Bay, as his agent, to receive orders and payments on his account. xyxy=(664,1452,861,1525)
ad-date: August 31, 1859. xyxy=(878,891,959,903)
paragraph: In answer to a question from the jury, witness stated that he had seen all the articles now produced in prisoner's old house, and assisted in carrying them to his present place of residence. In answer to the Court he said that Mr. Onncroft Wilson and young Mr. Wilson were standing close by when Wuzeerah asked him to help him to move the things. Prisoner then said that all the property in the house was his; and Mr. Wilson told him to take them away. The small articles were in a broken saucepan; the boiler was carried away in the presence of both Mr. Wilson and his son. xyxy=(18,633,215,816)
paragraph: Several other witnesses were called whose evidence was of a conflicting character. The late hour at which the report reached us precludes us from giving any further details. xyxy=(18,1027,215,1088)
ad-title: FOR SALE, xyxy=(944,1343,1011,1357)
ad-body: THE usual monthly meeting of the above Society, for the payment of subscriptions, sale of shares, &c., will be held at the Assembly Rooms, Kaiapoi, on xyxy=(878,1620,1075,1668)
ad-title: KAIAPOI. xyxy=(735,1736,791,1749)
paragraph: When our report left a second charge of larceny against Wuzeerah was being proceeded with, but the case was of so trifling a character that we reserve our available space for more interesting matter. xyxy=(18,1299,215,1371)
friday-heading: Friday, September 2. xyxy=(66,854,167,866)
aug26-before: (Before John Hall, Esq., R.M.) xyxy=(45,2434,188,2445)
list-item: Stevens xyxy=(1015,213,1054,225)
ad-notice-gregson xyxy=(664,856,861,993)
night-lights-article: Night Lights in the Camp.—On Monday night, the 13th, the camp at Aldershott was surprised by a brilliant illumination with the Hon. Major Fitzmaurice's lights, he having been sent there by General Peel to test their qualities and application to military purposes, and nothing could be more brilliant or effective than the demonstration that took place. Major-General Knollys and all the officers present were themselves highly gratified with the extreme simplicity, portability, and great power of the lights, and their value for military purposes. Guards were turned out more hundred yards from where the general and his staff were stationed, and each man stood as if the sun was shining on him. Every kind of signal was carried out an immense distance; bodies of men were marched in and out, and more distinctly visible at 1,000 yards, and the whole camp around was illuminated in a most beautiful manner by sweeping the horizon with a single light. xyxy=(446,1910,647,2215)
col2-body-5 xyxy=(232,1854,429,2232)
ad-body: THE DART will sail for the above port about the beginning of next week. xyxy=(664,255,844,280)
synod-date: Friday, August 26th. xyxy=(282,2261,379,2273)
ad-medical xyxy=(664,315,861,452)
ad-body: T. ATKINSON begs to inform the inhabitants of Canterbury that his new premises are now open for the accommodation of ladies and gentlemen. Private apartments for families. xyxy=(664,2007,858,2066)
ad-date: Sept. 1, 1859. xyxy=(664,832,731,844)
paragraph: Gunga Ram was called on the part of the defence. Mr. Wilson stated that this witness had been a Brahmin of high caste, but since his arrival in New Zealand had disregarded the ordinances of his religion, and therefore was not likely to be bound by any form of oath. The interpreter by order of the judge obtained from the witness a declaration that by a certain form he would consider himself bound, and the Court allowed the oath to be taken in that form. This witness deposed to having seen the sickles and koorpa in Wuzeerah's possession from the time of leaving India. The tent peg he had also seen in the house. The copper vessel had been given by Mrs. Wilson to Wuzeerah for his wife, as she said it was of no use to herself. xyxy=(18,171,215,413)
ad-date: August 30, 1859. xyxy=(878,1742,959,1753)
ad-note: on xyxy=(971,1272,983,1284)
ad-lots: 8 ALLOTMENTS OF TOWN LAND. xyxy=(680,1841,846,1852)
ad-note: Also, xyxy=(965,703,989,715)
paragraph: Clause 2.—Districts unable to comply with foregoing conditions may be referred to synod for special consideration. Carried. xyxy=(446,1352,647,1400)
